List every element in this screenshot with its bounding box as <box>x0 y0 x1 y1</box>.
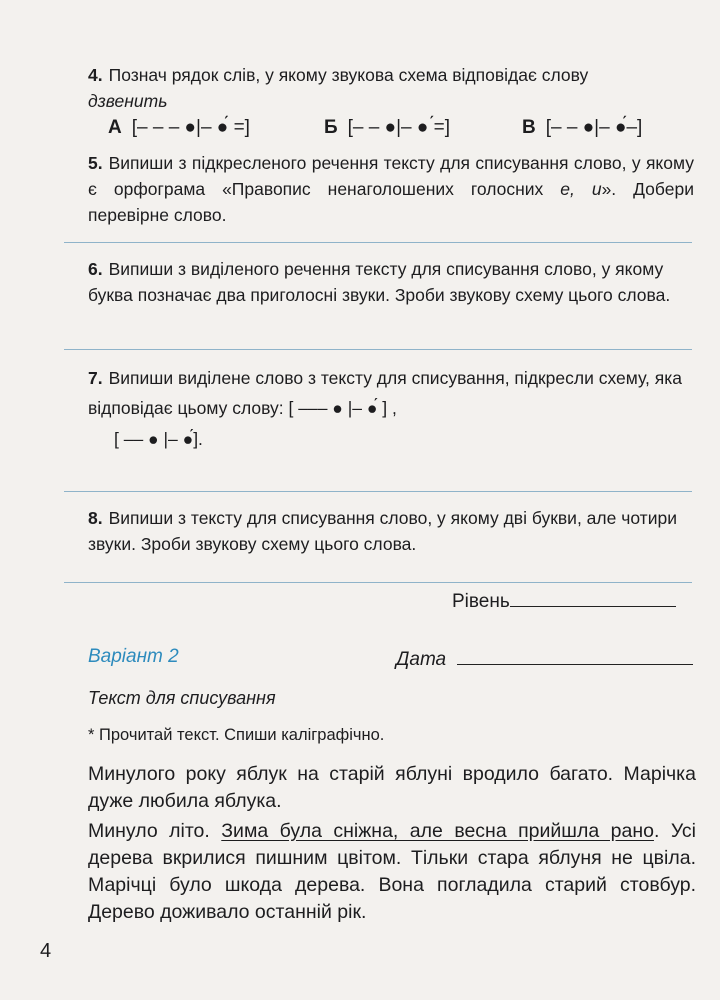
option-c[interactable] <box>522 117 642 139</box>
text-title: Текст для списування <box>88 688 276 708</box>
date-input-line[interactable] <box>457 646 693 665</box>
level-field <box>452 588 676 613</box>
task-8 <box>88 505 694 557</box>
task-6 <box>88 256 694 308</box>
answer-line[interactable] <box>64 349 692 350</box>
task-number: 6. <box>88 259 103 279</box>
date-field <box>396 646 693 671</box>
option-label: А <box>108 117 122 138</box>
variant-heading: Варіант 2 <box>88 646 179 667</box>
task-word: дзвенить <box>88 91 168 111</box>
task-text: Випиши з виділеного речення тексту для списування слово, у якому буква позначає два приголосні звуки. Зроби звукову схему цього слова. <box>88 259 671 305</box>
page-number: 4 <box>40 940 52 962</box>
task-7 <box>88 363 694 423</box>
task-number: 8. <box>88 508 103 528</box>
level-label: Рівень <box>452 591 510 612</box>
paragraph-rest: . Усі дерева вкрилися пишним цвітом. Тільки стара яблуня не цвіла. Марічці було шкода дерева. Вона погладила старий стовбур. Дерево доживало останній рік. <box>88 820 696 923</box>
paragraph-2 <box>88 818 696 926</box>
option-scheme: [– – – ●|– ●́ =] <box>131 117 250 138</box>
task-5 <box>88 150 694 228</box>
task-number: 5. <box>88 153 103 173</box>
task-text: Випиши з підкресленого речення тексту для списування слово, у якому є орфограма «Правопис ненаголошених голосних <box>88 153 694 199</box>
option-scheme: [– – ●|– ●́–] <box>545 117 643 138</box>
answer-line[interactable] <box>64 491 692 492</box>
option-a[interactable] <box>108 117 250 139</box>
option-label: В <box>522 117 536 138</box>
instruction-note: * Прочитай текст. Спиши каліграфічно. <box>88 726 385 744</box>
task-text: Випиши виділене слово з тексту для списування, підкресли схему, яка відповідає цьому слову: [ ––– ● |– ●́ ] , <box>88 368 682 418</box>
task-number: 7. <box>88 368 103 388</box>
paragraph-1: Минулого року яблук на старій яблуні вродило багато. Марічка дуже любила яблука. <box>88 763 696 812</box>
level-input-line[interactable] <box>510 588 676 607</box>
task-number: 4. <box>88 65 103 85</box>
option-b[interactable] <box>324 117 450 139</box>
task-text: Познач рядок слів, у якому звукова схема відповідає слову <box>108 65 589 85</box>
task-7-scheme: [ –– ● |– ●́]. <box>114 429 203 449</box>
date-label: Дата <box>396 649 447 670</box>
option-scheme: [– – ●|– ● ́=] <box>347 117 451 138</box>
task-vowels: е, и <box>560 179 602 199</box>
answer-line[interactable] <box>64 242 692 243</box>
task-text-end: ». Добери перевірне слово. <box>88 179 694 225</box>
task-text: Випиши з тексту для списування слово, у якому дві букви, але чотири звуки. Зроби звукову схему цього слова. <box>88 508 677 554</box>
underlined-sentence: Зима була сніжна, але весна прийшла рано <box>221 820 654 842</box>
option-label: Б <box>324 117 338 138</box>
answer-line[interactable] <box>64 582 692 583</box>
task-4 <box>88 62 694 114</box>
paragraph-start: Минуло літо. <box>88 820 210 842</box>
